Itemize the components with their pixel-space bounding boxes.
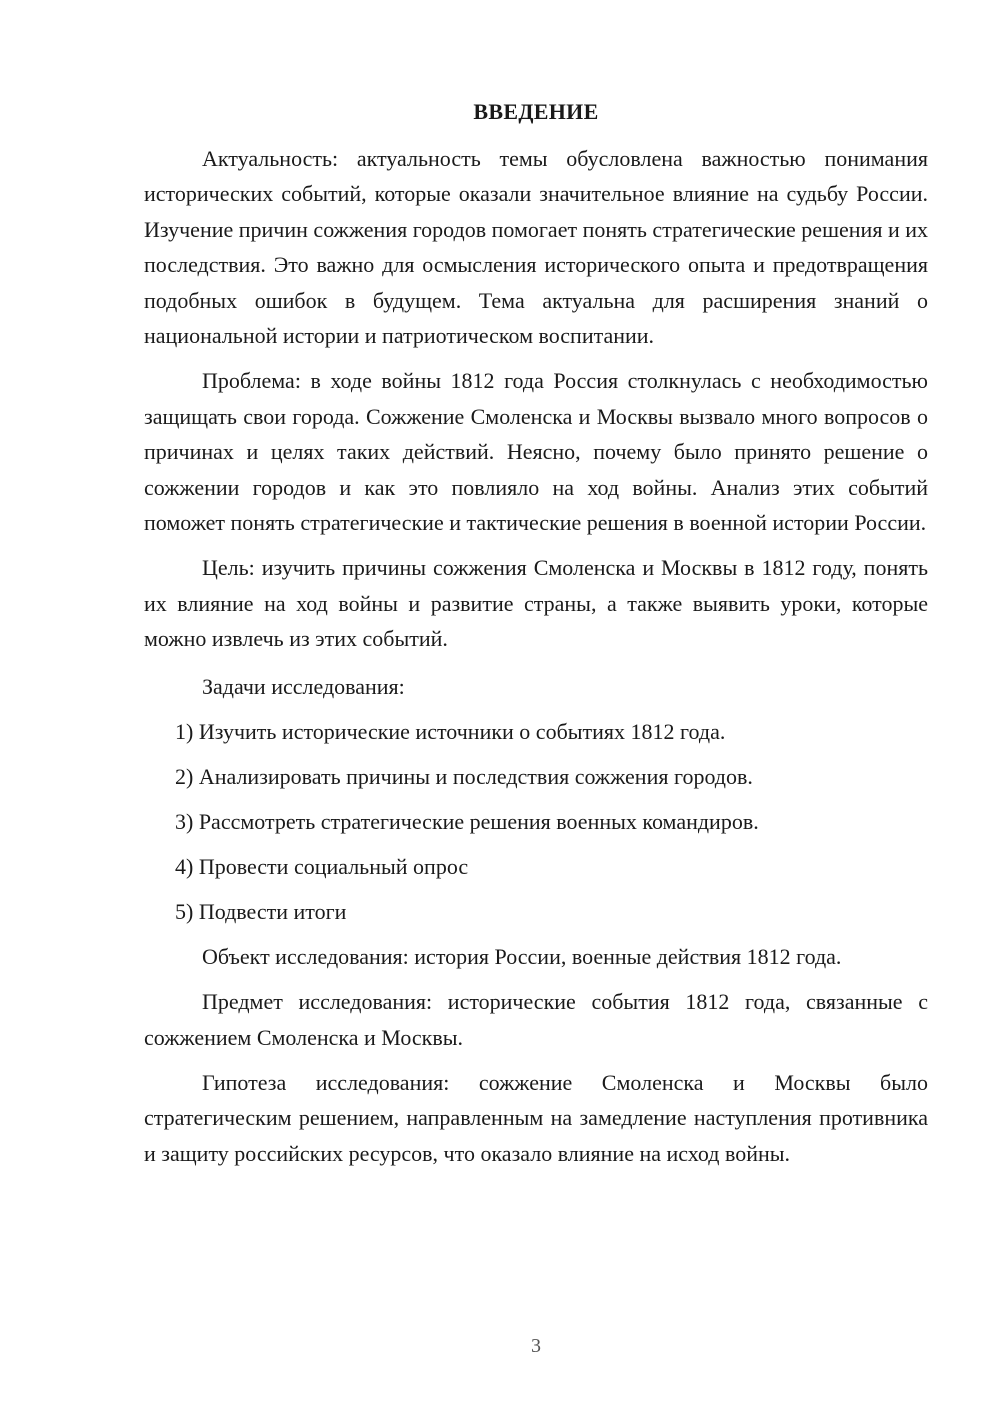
subject-paragraph: Предмет исследования: исторические события 1812 года, связанные с сожжением Смоленска и Москвы.: [144, 989, 928, 1050]
task-item: 2) Анализировать причины и последствия сожжения городов.: [175, 763, 753, 789]
problem-paragraph: Проблема: в ходе войны 1812 года Россия столкнулась с необходимостью защищать свои города. Сожжение Смоленска и Москвы вызвало много вопросов о причинах и целях таких действий. Неясно, почему было принято решение о сожжении городов и как это повлияло на ход войны. Анализ этих событий поможет понять стратегические и тактические решения в военной истории России.: [144, 368, 928, 536]
task-item: 3) Рассмотреть стратегические решения военных командиров.: [175, 808, 759, 834]
page-content: [144, 95, 928, 1181]
hypothesis-paragraph: Гипотеза исследования: сожжение Смоленска и Москвы было стратегическим решением, направленным на замедление наступления противника и защиту российских ресурсов, что оказало влияние на исход войны.: [144, 1069, 928, 1166]
task-list: [144, 714, 928, 929]
section-title: ВВЕДЕНИЕ: [473, 99, 599, 124]
page-number: 3: [531, 1335, 541, 1357]
goal-paragraph: Цель: изучить причины сожжения Смоленска и Москвы в 1812 году, понять их влияние на ход войны и развитие страны, а также выявить уроки, которые можно извлечь из этих событий.: [144, 555, 928, 652]
relevance-paragraph: Актуальность: актуальность темы обусловлена важностью понимания исторических событий, которые оказали значительное влияние на судьбу России. Изучение причин сожжения городов помогает понять стратегические решения и их последствия. Это важно для осмысления исторического опыта и предотвращения подобных ошибок в будущем. Тема актуальна для расширения знаний о национальной истории и патриотическом воспитании.: [144, 146, 928, 349]
task-item: 4) Провести социальный опрос: [175, 853, 469, 879]
task-item: 5) Подвести итоги: [175, 898, 347, 924]
object-paragraph: Объект исследования: история России, военные действия 1812 года.: [202, 943, 842, 969]
task-item: 1) Изучить исторические источники о событиях 1812 года.: [175, 718, 726, 744]
tasks-heading: Задачи исследования:: [202, 673, 405, 699]
